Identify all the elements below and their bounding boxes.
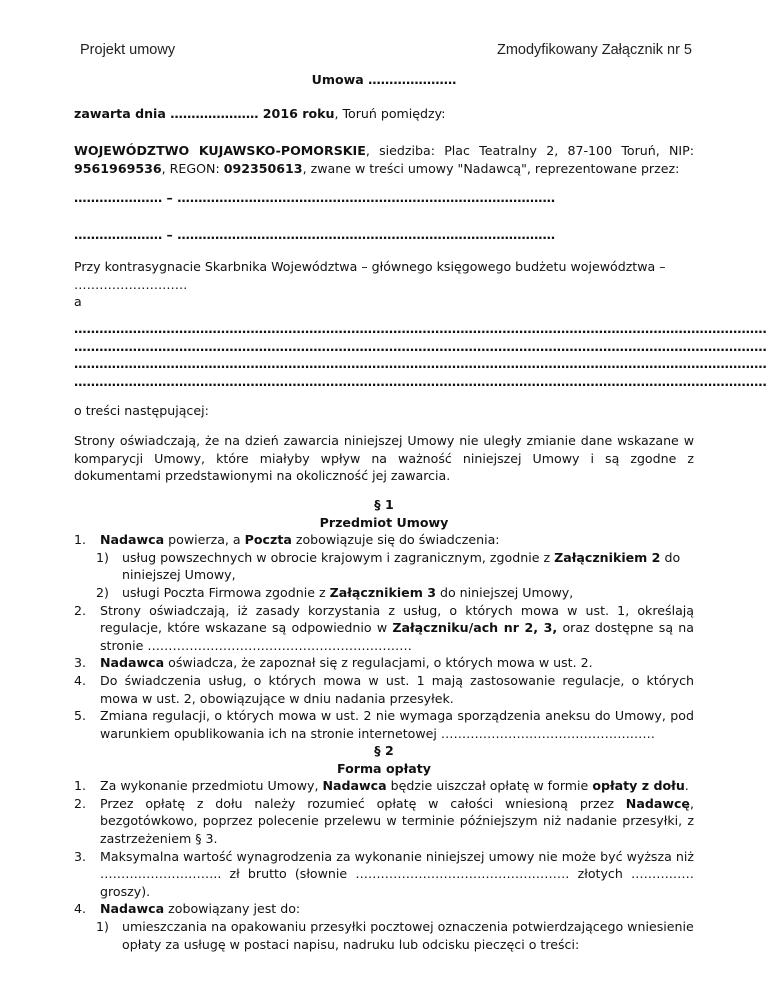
party2-block [74, 320, 767, 390]
concluded-line: zawarta dnia ………………… 2016 roku, Toruń pomiędzy: [74, 106, 446, 121]
declaration-paragraph: Strony oświadczają, że na dzień zawarcia niniejszej Umowy nie uległy zmianie dane wskazane w komparycji Umowy, które miałyby wpływ na ważność niniejszej Umowy i są zgodne z dokumentami przedstawionymi na okoliczność jej zawarcia. [74, 433, 694, 484]
section-1-title: Przedmiot Umowy [319, 514, 449, 530]
section-1-item: 3. Nadawca oświadcza, że zapoznał się z regulacjami, o których mowa w ust. 2. [74, 655, 593, 671]
party2-line: ………………………………………………………………………………………………………………………………………………… [74, 338, 767, 354]
party1-paragraph: WOJEWÓDZTWO KUJAWSKO-POMORSKIE, siedziba: Plac Teatralny 2, 87-100 Toruń, NIP: 9561969536, REGON: 092350613, zwane w treści umowy "Nadawcą", reprezentowane przez: [74, 143, 694, 176]
and-word: a [74, 294, 82, 310]
section-1 [74, 496, 694, 742]
section-2-item: 3. Maksymalna wartość wynagrodzenia za wykonanie niniejszej umowy nie może być wyższa niż ……………………….. zł brutto (słownie …………………………………………… złotych ……………groszy). [74, 848, 694, 899]
party2-line: ………………………………………………………………………………………………………………………………………………… [74, 373, 767, 389]
section-2-title: Forma opłaty [336, 760, 432, 776]
section-1-item: 4. Do świadczenia usług, o których mowa w ust. 1 mają zastosowanie regulacje, o których mowa w ust. 2, obowiązujące w dniu nadania przesyłek. [74, 672, 694, 706]
countersign-paragraph: Przy kontrasygnacie Skarbnika Województwa – głównego księgowego budżetu województwa – ……………………… a [74, 258, 694, 311]
section-1-item: 1. Nadawca powierza, a Poczta zobowiązuje się do świadczenia: [74, 532, 500, 548]
section-2 [74, 742, 694, 953]
section-1-subitem: 1) usług powszechnych w obrocie krajowym i zagranicznym, zgodnie z Załącznikiem 2 do niniejszej Umowy, [96, 549, 681, 583]
representative-1: ………………… – ……………………………………………………………………………… [74, 190, 556, 205]
section-1-item: 2. Strony oświadczają, iż zasady korzystania z usług, o których mowa w ust. 1, określają regulacje, które wskazane są odpowiednio w Załączniku/ach nr 2, 3, oraz dostępne są na stronie ……………………………………………………… [74, 602, 694, 653]
section-2-item: 4. Nadawca zobowiązany jest do: [74, 901, 301, 917]
party2-line: ………………………………………………………………………………………………………………………………………………… [74, 321, 767, 336]
party1-name: WOJEWÓDZTWO KUJAWSKO-POMORSKIE [74, 143, 366, 158]
section-1-item: 5. Zmiana regulacji, o których mowa w ust. 2 nie wymaga sporządzenia aneksu do Umowy, pod warunkiem opublikowania ich na stronie internetowej …………………………………………… [74, 708, 694, 741]
section-1-number: § 1 [374, 497, 394, 512]
party1-regon: 092350613 [223, 160, 303, 176]
header-left: Projekt umowy [80, 42, 176, 58]
party2-line: ………………………………………………………………………………………………………………………………………………… [74, 356, 767, 372]
party1-nip: 9561969536 [74, 160, 162, 176]
section-2-number: § 2 [374, 743, 394, 758]
section-2-item: 1. Za wykonanie przedmiotu Umowy, Nadawca będzie uiszczał opłatę w formie opłaty z dołu. [74, 778, 689, 794]
section-1-subitem: 2) usługi Poczta Firmowa zgodnie z Załącznikiem 3 do niniejszej Umowy, [96, 584, 574, 600]
content-intro: o treści następującej: [74, 403, 209, 418]
section-2-subitem: 1) umieszczania na opakowaniu przesyłki pocztowej oznaczenia potwierdzającego wniesienie opłaty za usługę w postaci napisu, nadruku lub odcisku pieczęci o treści: [96, 918, 694, 952]
contract-title: Umowa ………………… [311, 72, 457, 87]
representative-2: ………………… – ……………………………………………………………………………… [74, 227, 556, 242]
header-right: Zmodyfikowany Załącznik nr 5 [496, 42, 692, 58]
section-2-item: 2. Przez opłatę z dołu należy rozumieć opłatę w całości wniesioną przez Nadawcę, bezgotówkowo, poprzez polecenie przelewu w terminie późniejszym niż nadanie przesyłki, z zastrzeżeniem § 3. [74, 795, 694, 846]
